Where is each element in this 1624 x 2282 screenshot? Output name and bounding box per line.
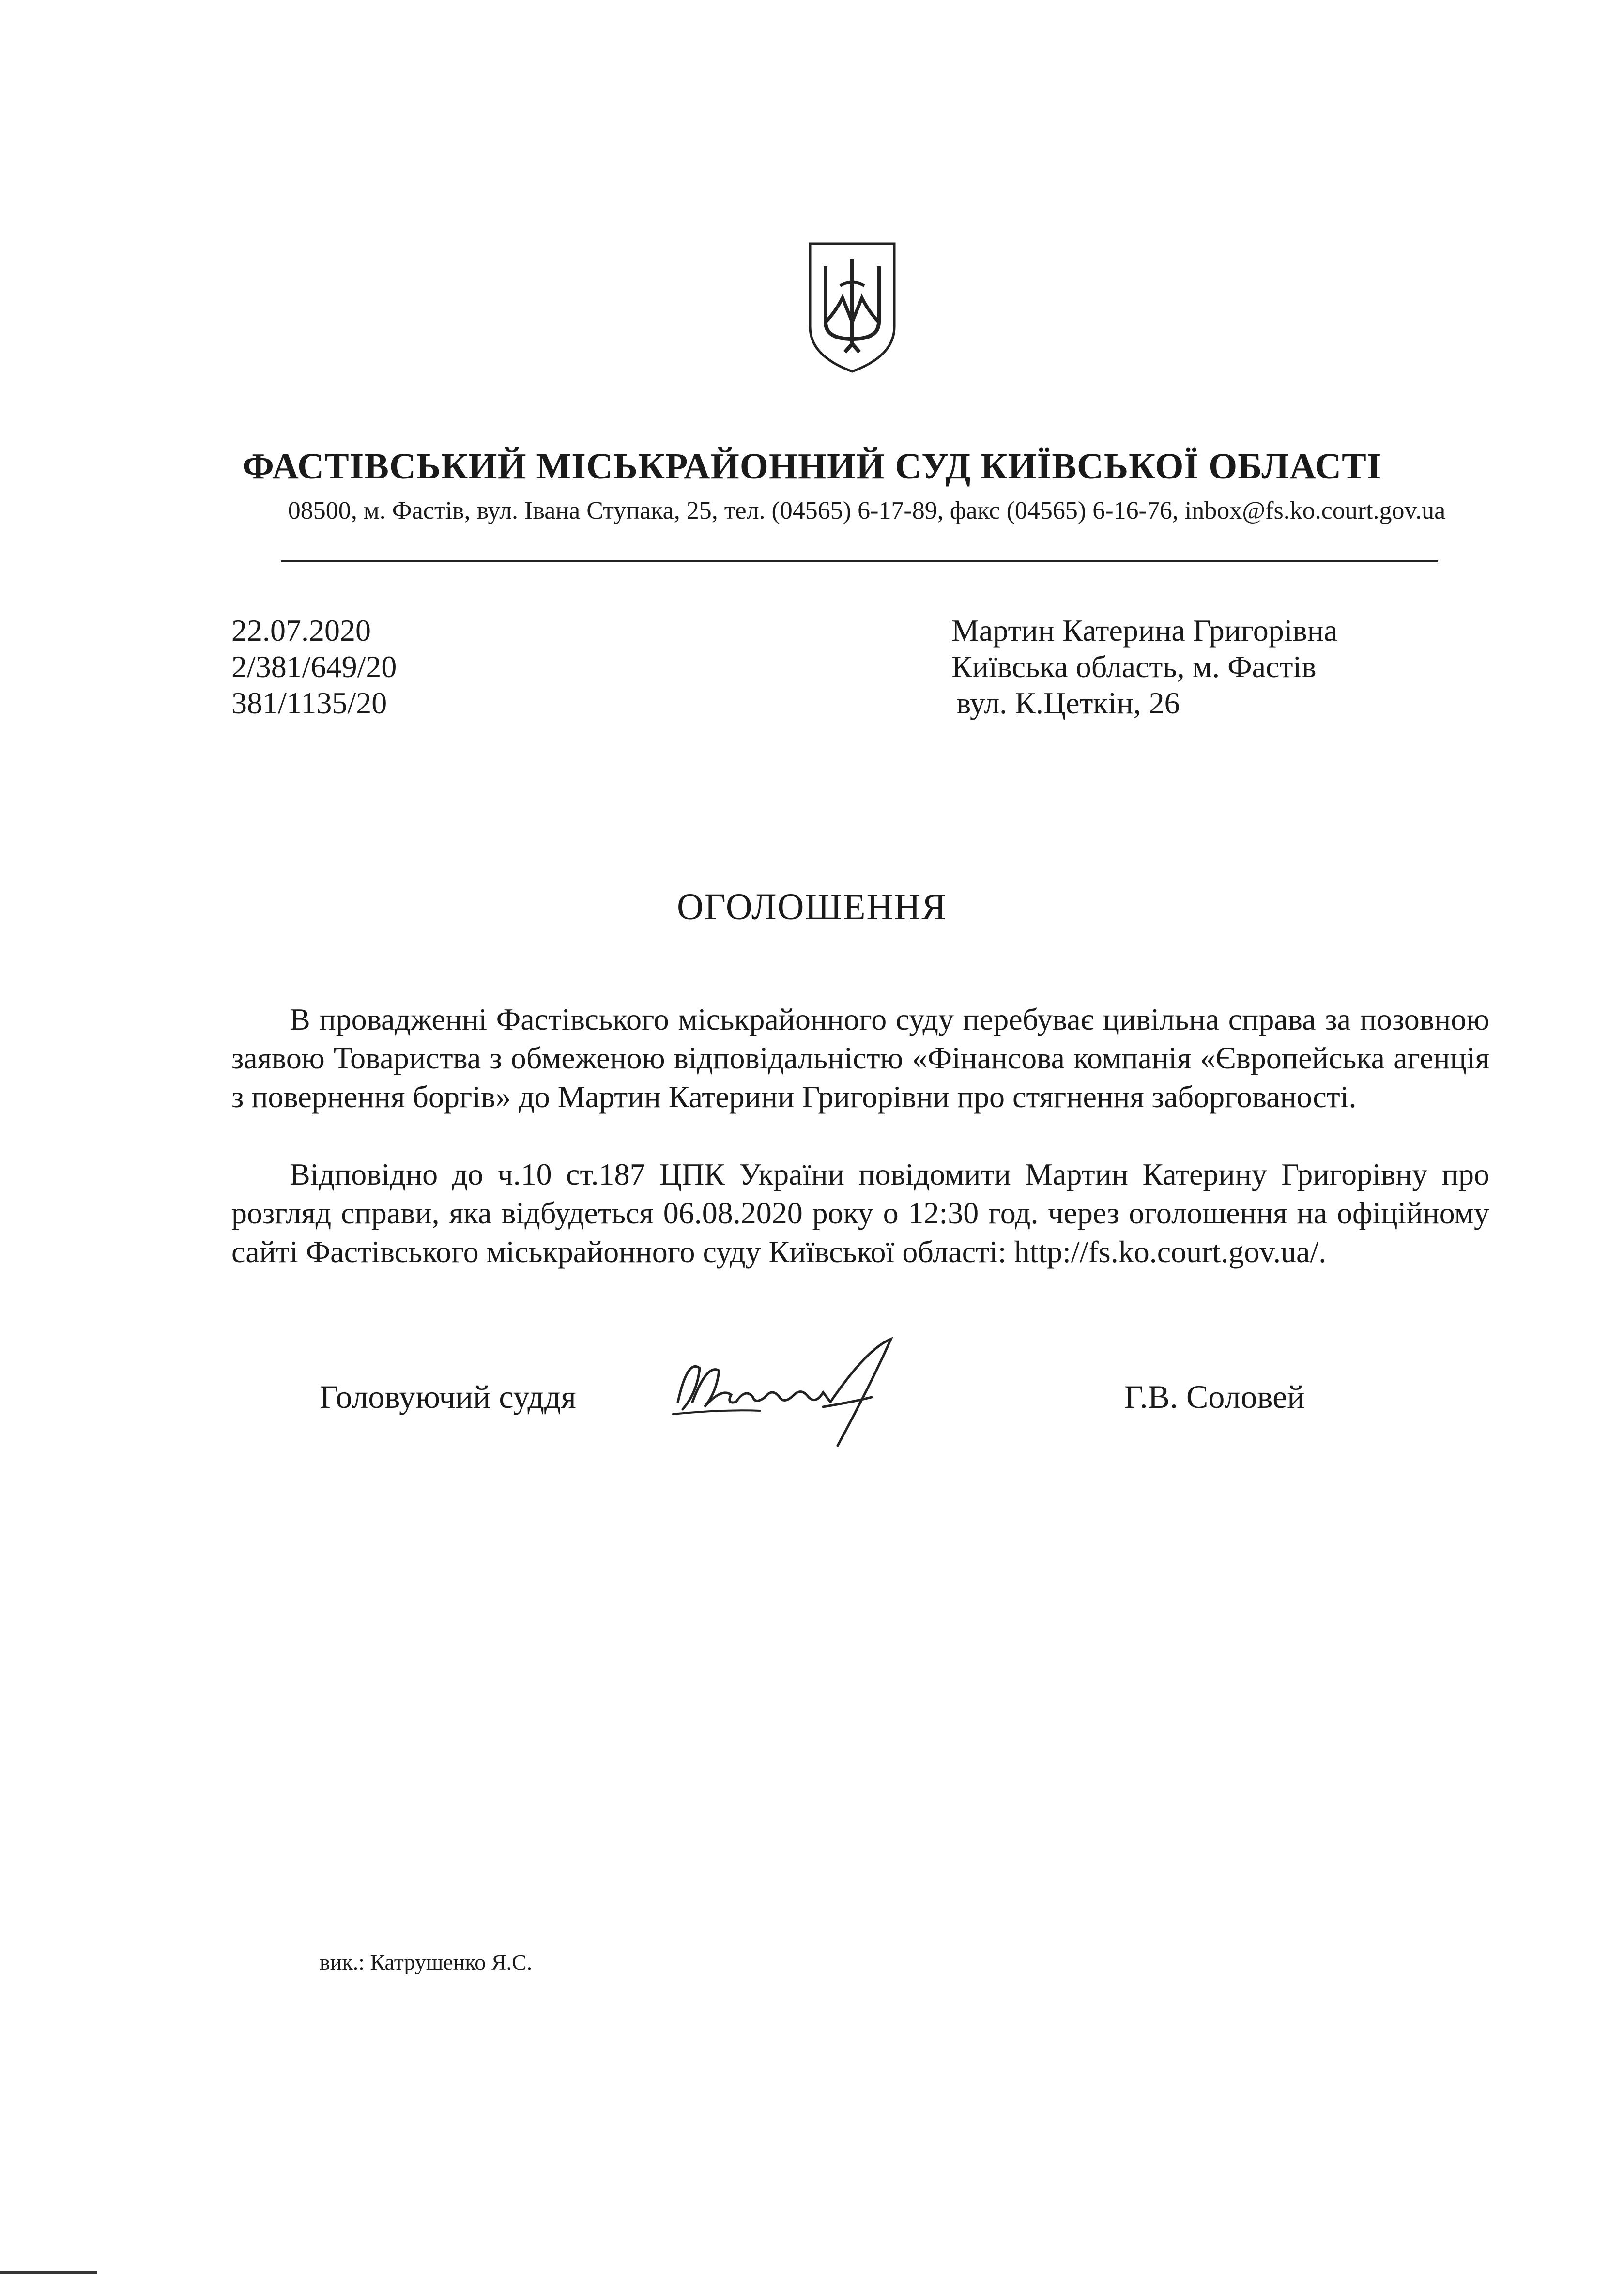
- body-paragraph-1: В провадженні Фастівського міськрайонного суду перебуває цивільна справа за позовною заявою Товариства з обмеженою відповідальністю «Фінансова компанія «Європейська агенція з повернення боргів» до Мартин Катерини Григорівни про стягнення заборгованості.: [231, 1002, 1489, 1114]
- court-name: [0, 446, 1624, 488]
- judge-title: Головуючий суддя: [320, 1378, 576, 1415]
- executor-note: вик.: Катрушенко Я.С.: [320, 1950, 533, 1974]
- header-divider: [281, 560, 1438, 562]
- court-address: 08500, м. Фастів, вул. Івана Ступака, 25, тел. (04565) 6-17-89, факс (04565) 6-16-76, inbox@fs.ko.court.gov.ua: [288, 497, 1446, 524]
- recipient-region: Київська область, м. Фастів: [951, 649, 1317, 684]
- trident-emblem-icon: [806, 240, 898, 375]
- scan-edge-mark: [0, 2271, 97, 2274]
- body-paragraph-2: Відповідно до ч.10 ст.187 ЦПК України повідомити Мартин Катерину Григорівну про розгляд справи, яка відбудеться 06.08.2020 року о 12:30 год. через оголошення на офіційному сайті Фастівського міськрайонного суду Київської області: http://fs.ko.court.gov.ua/.: [231, 1157, 1489, 1269]
- recipient-name: Мартин Катерина Григорівна: [951, 613, 1338, 648]
- case-number: 2/381/649/20: [231, 649, 397, 684]
- document-title: ОГОЛОШЕННЯ: [676, 887, 947, 927]
- document-date: 22.07.2020: [231, 613, 371, 648]
- handwritten-signature-icon: [663, 1329, 915, 1450]
- recipient-street: вул. К.Цеткін, 26: [956, 686, 1180, 720]
- judge-name: Г.В. Соловей: [1124, 1378, 1305, 1415]
- court-name-text: ФАСТІВСЬКИЙ МІСЬКРАЙОННИЙ СУД КИЇВСЬКОЇ ОБЛАСТІ: [242, 446, 1382, 487]
- outgoing-number: 381/1135/20: [231, 686, 387, 720]
